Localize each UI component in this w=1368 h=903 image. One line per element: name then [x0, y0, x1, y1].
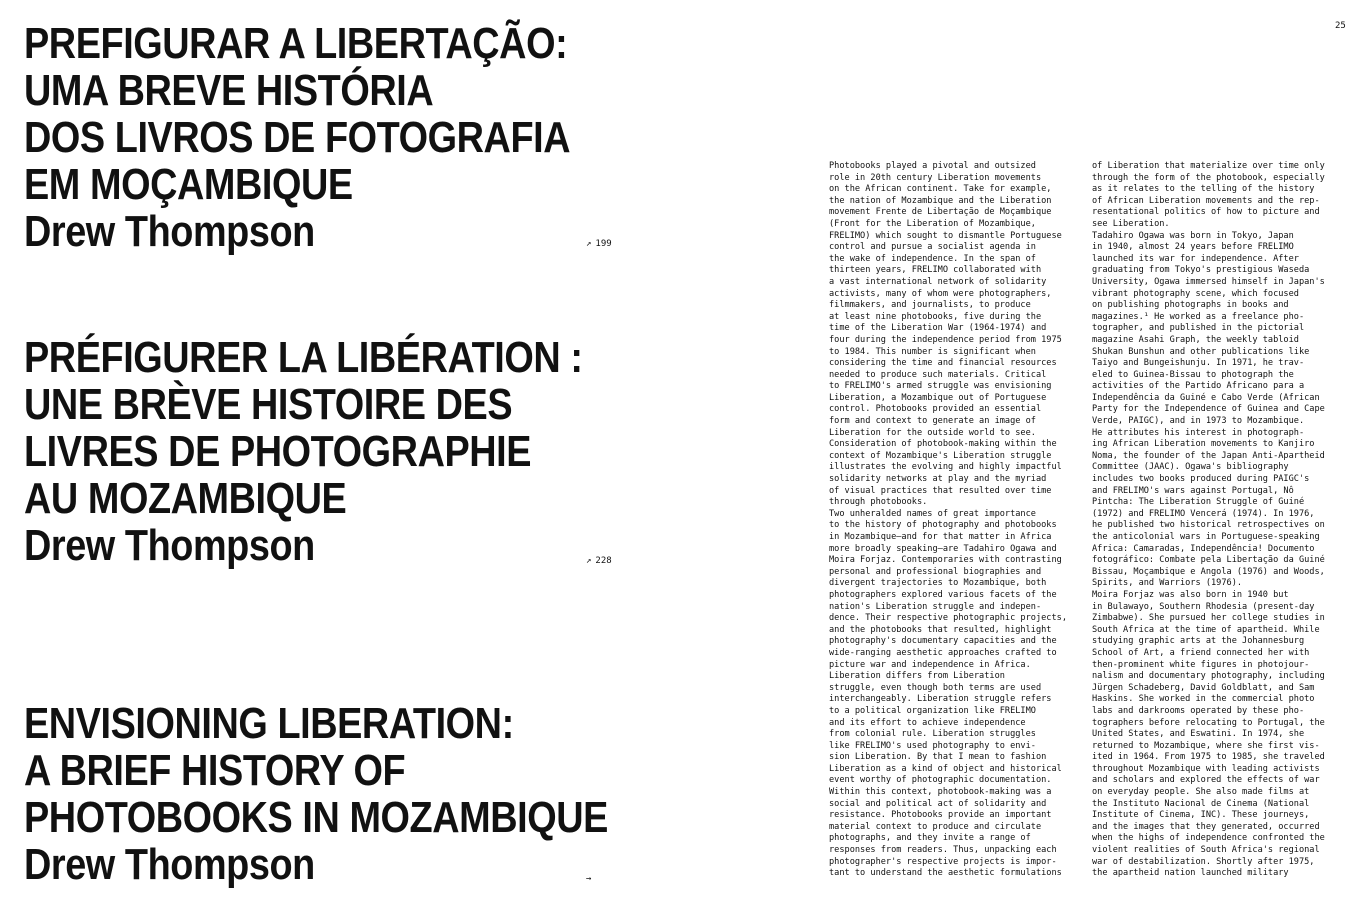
- body-paragraph: Photobooks played a pivotal and outsized role in 20th century Liberation movements on the African continent. Take for example, the nation of Mozambique and the Liberation movement Frente de Libertação de Moçambique (Front for the Liberation of Mozambique, FRELIMO) which sought to dismantle Portuguese control and pursue a socialist agenda in the wake of independence. In the span of thirteen years, FRELIMO collaborated with a vast international network of solidarity activists, many of whom were photographers, filmmakers, and journalists, to produce at least nine photobooks, five during the time of the Liberation War (1964-1974) and four during the independence period from 1975 to 1984. This number is significant when considering the time and financial resources needed to produce such materials. Critical to FRELIMO's armed struggle was envisioning Liberation, a Mozambique out of Portuguese control. Photobooks provided an essential form and context to generate an image of Liberation for the outside world to see. Consideration of photobook-making within the context of Mozambique's Liberation struggle illustrates the evolving and highly impactful solidarity networks at play and the myriad of visual practices that resulted over time through photobooks.: [829, 161, 1062, 508]
- body-column-1: [829, 161, 1083, 885]
- title-line: PHOTOBOOKS IN MOZAMBIQUE: [24, 793, 608, 842]
- page-reference-number: 199: [595, 239, 612, 249]
- title-portuguese: [24, 20, 659, 255]
- page-reference-number: 228: [595, 556, 612, 566]
- body-paragraph: Liberation differs from Liberation struggle, even though both terms are used interchangeably. Liberation struggle refers to a political organization like FRELIMO and its effort to achieve independence from colonial rule. Liberation struggles like FRELIMO's used photography to envi- sion Liberation. By that I mean to fashion Liberation as a kind of object and historical event worthy of photographic documentation. Within this context, photobook-making was a social and political act of solidarity and resistance. Photobooks provide an important material context to produce and circulate photographs, and they invite a range of responses from readers. Thus, unpacking each photographer's respective projects is impor- tant to understand the aesthetic formulations: [829, 671, 1062, 879]
- author-name: Drew Thompson: [24, 840, 315, 889]
- body-paragraph: Two unheralded names of great importance to the history of photography and photobooks in Mozambique—and for that matter in Africa more broadly speaking—are Tadahiro Ogawa and Moira Forjaz. Contemporaries with contrasting personal and professional biographies and divergent trajectories to Mozambique, both photographers explored various facets of the nation's Liberation struggle and indepen- dence. Their respective photographic projects, and the photobooks that resulted, highlight photography's documentary capacities and the wide-ranging aesthetic approaches crafted to picture war and independence in Africa.: [829, 508, 1067, 670]
- page-reference-pt[interactable]: [586, 239, 612, 249]
- title-line: PRÉFIGURER LA LIBÉRATION :: [24, 333, 583, 382]
- title-line: A BRIEF HISTORY OF: [24, 746, 406, 795]
- title-line: DOS LIVROS DE FOTOGRAFIA: [24, 113, 571, 162]
- author-name: Drew Thompson: [24, 207, 315, 256]
- body-paragraph: Tadahiro Ogawa was born in Tokyo, Japan in 1940, almost 24 years before FRELIMO launched its war for independence. After graduating from Tokyo's prestigious Waseda University, Ogawa immersed himself in Japan's vibrant photography scene, which focused on publishing photographs in books and magazines.¹ He worked as a freelance pho- tographer, and published in the pictorial magazine Asahi Graph, the weekly tabloid Shukan Bunshun and other publications like Taiyo and Bungeishunju. In 1971, he trav- eled to Guinea-Bissau to photograph the activities of the Partido Africano para a Independência da Guiné e Cabo Verde (African Party for the Independence of Guinea and Cape Verde, PAIGC), and in 1973 to Mozambique. He attributes his interest in photograph- ing African Liberation movements to Kanjiro Noma, the founder of the Japan Anti-Apartheid Committee (JAAC). Ogawa's bibliography includes two books produced during PAIGC's and FRELIMO's wars against Portugal, Nô Pintcha: The Liberation Struggle of Guiné (1972) and FRELIMO Vencerá (1974). In 1976, he published two historical retrospectives on the anticolonial wars in Portuguese-speaking Africa: Camaradas, Independência! Documento fotográfico: Combate pela Libertação da Guiné Bissau, Moçambique e Angola (1976) and Woods, Spirits, and Warriors (1976).: [1092, 230, 1325, 589]
- title-line: PREFIGURAR A LIBERTAÇÃO:: [24, 19, 568, 68]
- page-reference-en[interactable]: [586, 874, 595, 884]
- body-paragraph: Moira Forjaz was also born in 1940 but in Bulawayo, Southern Rhodesia (present-day Zimbabwe). She pursued her college studies in South Africa at the time of apartheid. While studying graphic arts at the Johannesburg School of Art, a friend connected her with then-prominent white figures in photojour- nalism and documentary photography, including Jürgen Schadeberg, David Goldblatt, and Sam Haskins. She worked in the commercial photo labs and darkrooms operated by these pho- tographers before relocating to Portugal, the United States, and Eswatini. In 1974, she returned to Mozambique, where she first vis- ited in 1964. From 1975 to 1985, she traveled throughout Mozambique with leading activists and scholars and explored the effects of war on everyday people. She also made films at the Instituto Nacional de Cinema (National Institute of Cinema, INC). These journeys, and the images that they generated, occurred when the highs of independence confronted the violent realities of South Africa's regional war of destabilization. Shortly after 1975, the apartheid nation launched military: [1092, 589, 1325, 879]
- arrow-up-right-icon: ↗: [586, 556, 592, 566]
- author-name: Drew Thompson: [24, 521, 315, 570]
- title-line: EM MOÇAMBIQUE: [24, 160, 353, 209]
- arrow-right-icon: →: [586, 874, 592, 884]
- title-line: AU MOZAMBIQUE: [24, 474, 347, 523]
- title-french: [24, 334, 673, 569]
- title-line: LIVRES DE PHOTOGRAPHIE: [24, 427, 532, 476]
- body-column-2: [1092, 161, 1346, 885]
- title-line: UNE BRÈVE HISTOIRE DES: [24, 380, 513, 429]
- body-paragraph: of Liberation that materialize over time only through the form of the photobook, especially as it relates to the telling of the history of African Liberation movements and the rep- resentational politics of how to picture and see Liberation.: [1092, 161, 1325, 229]
- title-english: [24, 700, 703, 888]
- page-reference-fr[interactable]: [586, 556, 612, 566]
- title-line: UMA BREVE HISTÓRIA: [24, 66, 434, 115]
- arrow-up-right-icon: ↗: [586, 239, 592, 249]
- title-line: ENVISIONING LIBERATION:: [24, 699, 514, 748]
- page-number: 25: [1335, 21, 1346, 31]
